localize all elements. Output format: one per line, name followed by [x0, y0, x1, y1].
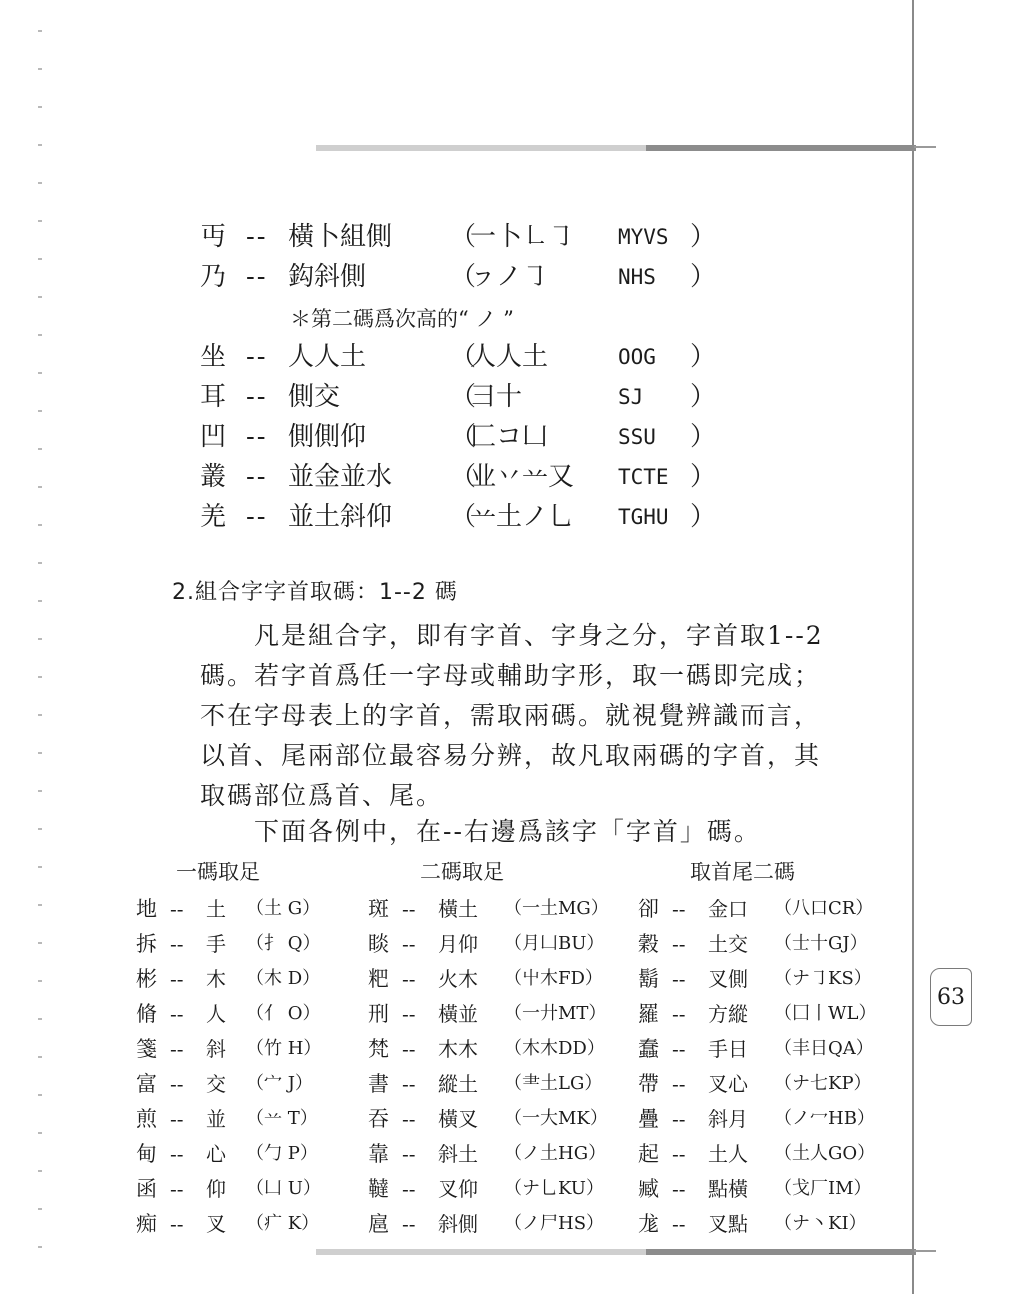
stroke-description: 點橫 [708, 1177, 748, 1201]
stroke-description: 鈎斜側 [288, 262, 367, 292]
component-codes: （一土MG） [504, 898, 609, 919]
close-paren: ） [690, 382, 717, 412]
open-paren: （ [450, 222, 477, 252]
section-heading: 2.組合字字首取碼：1--2 碼 [172, 580, 458, 605]
component-codes: （ナ七KP） [774, 1073, 872, 1094]
separator: -- [672, 897, 686, 921]
separator: -- [170, 1212, 184, 1236]
component-parts: 一卜㇗㇆ [470, 222, 575, 252]
stroke-description: 木木 [438, 1037, 478, 1061]
note: ＊第二碼爲次高的“ ノ ” [290, 307, 514, 331]
separator: -- [170, 1037, 184, 1061]
stroke-description: 火木 [438, 967, 478, 991]
stroke-description: 橫叉 [438, 1107, 478, 1131]
stroke-description: 木 [206, 967, 226, 991]
input-code: NHS [618, 265, 656, 289]
input-code: TGHU [618, 505, 669, 529]
close-paren: ） [690, 502, 717, 532]
component-codes: （一大MK） [504, 1108, 608, 1129]
separator: -- [402, 1142, 416, 1166]
separator: -- [402, 1177, 416, 1201]
separator: -- [402, 932, 416, 956]
input-code: OOG [618, 345, 656, 369]
stroke-description: 斜月 [708, 1107, 748, 1131]
stroke-description: 交 [206, 1072, 226, 1096]
component-codes: （凵 U） [246, 1178, 321, 1199]
separator: -- [402, 1072, 416, 1096]
close-paren: ） [690, 222, 717, 252]
example-char: 富 [136, 1072, 157, 1096]
component-parts: 业丷䒑又 [470, 462, 575, 492]
open-paren: （ [450, 342, 477, 372]
stroke-description: 仰 [206, 1177, 226, 1201]
separator: -- [246, 462, 268, 492]
component-codes: （ナ丶KI） [774, 1213, 867, 1234]
example-char: 痴 [136, 1212, 157, 1236]
separator: -- [402, 1107, 416, 1131]
close-paren: ） [690, 422, 717, 452]
separator: -- [402, 967, 416, 991]
stroke-description: 叉 [206, 1212, 226, 1236]
top-rule-tail [914, 146, 936, 148]
separator: -- [672, 1107, 686, 1131]
example-char: 刑 [368, 1002, 389, 1026]
separator: -- [246, 222, 268, 252]
component-codes: （扌 Q） [246, 933, 321, 954]
input-code: MYVS [618, 225, 669, 249]
example-char: 帶 [638, 1072, 659, 1096]
paragraph-2 [200, 812, 880, 852]
separator: -- [170, 1142, 184, 1166]
separator: -- [170, 1072, 184, 1096]
example-char: 甸 [136, 1142, 157, 1166]
component-parts: ㇷノ㇆ [470, 262, 549, 292]
example-char: 蠢 [638, 1037, 659, 1061]
open-paren: （ [450, 382, 477, 412]
stroke-description: 橫土 [438, 897, 478, 921]
component-codes: （宀 J） [246, 1073, 313, 1094]
page-number: 63 [930, 968, 972, 1026]
input-code: SJ [618, 385, 644, 409]
decomposed-char: 乃 [200, 262, 227, 292]
close-paren: ） [690, 342, 717, 372]
example-char: 脩 [136, 1002, 157, 1026]
component-codes: （ナ乚KU） [504, 1178, 604, 1199]
decomposed-char: 耳 [200, 382, 227, 412]
separator: -- [246, 502, 268, 532]
stroke-description: 土交 [708, 932, 748, 956]
paragraph-line: 下面各例中，在--右邊爲該字「字首」碼。 [200, 817, 761, 846]
paragraph-line: 以首、尾兩部位最容易分辨，故凡取兩碼的字首，其 [200, 741, 822, 770]
bottom-rule-tail [914, 1250, 936, 1252]
stroke-description: 並土斜仰 [288, 502, 393, 532]
component-parts: 䒑土ノ乚 [470, 502, 575, 532]
stroke-description: 叉仰 [438, 1177, 478, 1201]
separator: -- [672, 967, 686, 991]
component-codes: （ノ土HG） [504, 1143, 607, 1164]
bottom-rule [316, 1249, 916, 1255]
example-char: 書 [368, 1072, 389, 1096]
example-char: 函 [136, 1177, 157, 1201]
component-codes: （ノ尸HS） [504, 1213, 605, 1234]
stroke-description: 橫並 [438, 1002, 478, 1026]
component-codes: （竹 H） [246, 1038, 322, 1059]
input-code: TCTE [618, 465, 669, 489]
separator: -- [246, 262, 268, 292]
component-codes: （疒 K） [246, 1213, 320, 1234]
stroke-description: 手日 [708, 1037, 748, 1061]
component-codes: （䒑 T） [246, 1108, 318, 1129]
binding-dots [38, 30, 42, 1270]
decomposed-char: 凹 [200, 422, 227, 452]
example-char: 卻 [638, 897, 659, 921]
separator: -- [170, 932, 184, 956]
component-codes: （土 G） [246, 898, 321, 919]
open-paren: （ [450, 462, 477, 492]
stroke-description: 金口 [708, 897, 748, 921]
example-char: 羅 [638, 1002, 659, 1026]
stroke-description: 叉側 [708, 967, 748, 991]
separator: -- [672, 1212, 686, 1236]
example-char: 穀 [638, 932, 659, 956]
paragraph-line: 不在字母表上的字首，需取兩碼。就視覺辨識而言， [200, 701, 822, 730]
stroke-description: 叉心 [708, 1072, 748, 1096]
component-codes: （木木DD） [504, 1038, 605, 1059]
component-codes: （土人GO） [774, 1143, 876, 1164]
example-char: 睒 [368, 932, 389, 956]
open-paren: （ [450, 262, 477, 292]
example-char: 箋 [136, 1037, 157, 1061]
example-char: 扈 [368, 1212, 389, 1236]
paragraph-line: 取碼部位爲首、尾。 [200, 781, 444, 810]
separator: -- [246, 382, 268, 412]
stroke-description: 縱土 [438, 1072, 478, 1096]
separator: -- [672, 1037, 686, 1061]
open-paren: （ [450, 422, 477, 452]
stroke-description: 叉點 [708, 1212, 748, 1236]
close-paren: ） [690, 462, 717, 492]
stroke-description: 側側仰 [288, 422, 367, 452]
stroke-description: 斜側 [438, 1212, 478, 1236]
component-codes: （囗丨WL） [774, 1003, 877, 1024]
component-codes: （八口CR） [774, 898, 874, 919]
stroke-description: 斜土 [438, 1142, 478, 1166]
stroke-description: 人人土 [288, 342, 367, 372]
open-paren: （ [450, 502, 477, 532]
separator: -- [170, 897, 184, 921]
example-char: 疊 [638, 1107, 659, 1131]
component-codes: （ノ冖HB） [774, 1108, 875, 1129]
right-margin-rule [912, 0, 914, 1294]
stroke-description: 方縱 [708, 1002, 748, 1026]
example-char: 起 [638, 1142, 659, 1166]
separator: -- [246, 422, 268, 452]
paragraph-line: 凡是組合字，即有字首、字身之分，字首取1--2 [200, 621, 824, 650]
separator: -- [402, 897, 416, 921]
stroke-description: 斜 [206, 1037, 226, 1061]
column-heading-two-codes: 二碼取足 [420, 860, 504, 884]
separator: -- [170, 1107, 184, 1131]
paragraph-1 [200, 616, 880, 816]
separator: -- [170, 1177, 184, 1201]
decomposed-char: 坐 [200, 342, 227, 372]
component-codes: （戈厂IM） [774, 1178, 872, 1199]
example-char: 粑 [368, 967, 389, 991]
component-codes: （ナ㇆KS） [774, 968, 872, 989]
stroke-description: 月仰 [438, 932, 478, 956]
separator: -- [672, 1142, 686, 1166]
stroke-description: 心 [206, 1142, 226, 1166]
separator: -- [170, 1002, 184, 1026]
example-char: 煎 [136, 1107, 157, 1131]
example-char: 彬 [136, 967, 157, 991]
stroke-description: 土 [206, 897, 226, 921]
stroke-description: 人 [206, 1002, 226, 1026]
decomposed-char: 丏 [200, 222, 227, 252]
component-codes: （士十GJ） [774, 933, 868, 954]
paragraph-line: 碼。若字首爲任一字母或輔助字形，取一碼即完成； [200, 661, 822, 690]
decomposed-char: 叢 [200, 462, 227, 492]
component-codes: （一廾MT） [504, 1003, 607, 1024]
example-char: 臧 [638, 1177, 659, 1201]
separator: -- [402, 1002, 416, 1026]
separator: -- [672, 932, 686, 956]
component-parts: ⺕十 [470, 382, 523, 412]
close-paren: ） [690, 262, 717, 292]
example-char: 韃 [368, 1177, 389, 1201]
component-parts: 人人土 [470, 342, 549, 372]
component-codes: （月凵BU） [504, 933, 605, 954]
example-char: 地 [136, 897, 157, 921]
stroke-description: 土人 [708, 1142, 748, 1166]
component-codes: （亻 O） [246, 1003, 321, 1024]
top-rule [316, 145, 916, 151]
example-char: 梵 [368, 1037, 389, 1061]
separator: -- [402, 1037, 416, 1061]
decomposed-char: 羌 [200, 502, 227, 532]
stroke-description: 手 [206, 932, 226, 956]
component-codes: （勹 P） [246, 1143, 318, 1164]
stroke-description: 側交 [288, 382, 341, 412]
example-char: 靠 [368, 1142, 389, 1166]
column-heading-head-tail: 取首尾二碼 [690, 860, 795, 884]
component-parts: 匚コ凵 [470, 422, 549, 452]
stroke-description: 並 [206, 1107, 226, 1131]
stroke-description: 並金並水 [288, 462, 393, 492]
stroke-description: 橫卜組側 [288, 222, 393, 252]
separator: -- [402, 1212, 416, 1236]
column-heading-one-code: 一碼取足 [176, 860, 260, 884]
example-char: 吞 [368, 1107, 389, 1131]
example-char: 鬍 [638, 967, 659, 991]
separator: -- [672, 1002, 686, 1026]
example-char: 尨 [638, 1212, 659, 1236]
separator: -- [170, 967, 184, 991]
component-codes: （⺻土LG） [504, 1073, 603, 1094]
input-code: SSU [618, 425, 656, 449]
separator: -- [672, 1177, 686, 1201]
example-char: 拆 [136, 932, 157, 956]
separator: -- [246, 342, 268, 372]
separator: -- [672, 1072, 686, 1096]
component-codes: （木 D） [246, 968, 321, 989]
component-codes: （丰日QA） [774, 1038, 874, 1059]
component-codes: （屮木FD） [504, 968, 603, 989]
example-char: 斑 [368, 897, 389, 921]
